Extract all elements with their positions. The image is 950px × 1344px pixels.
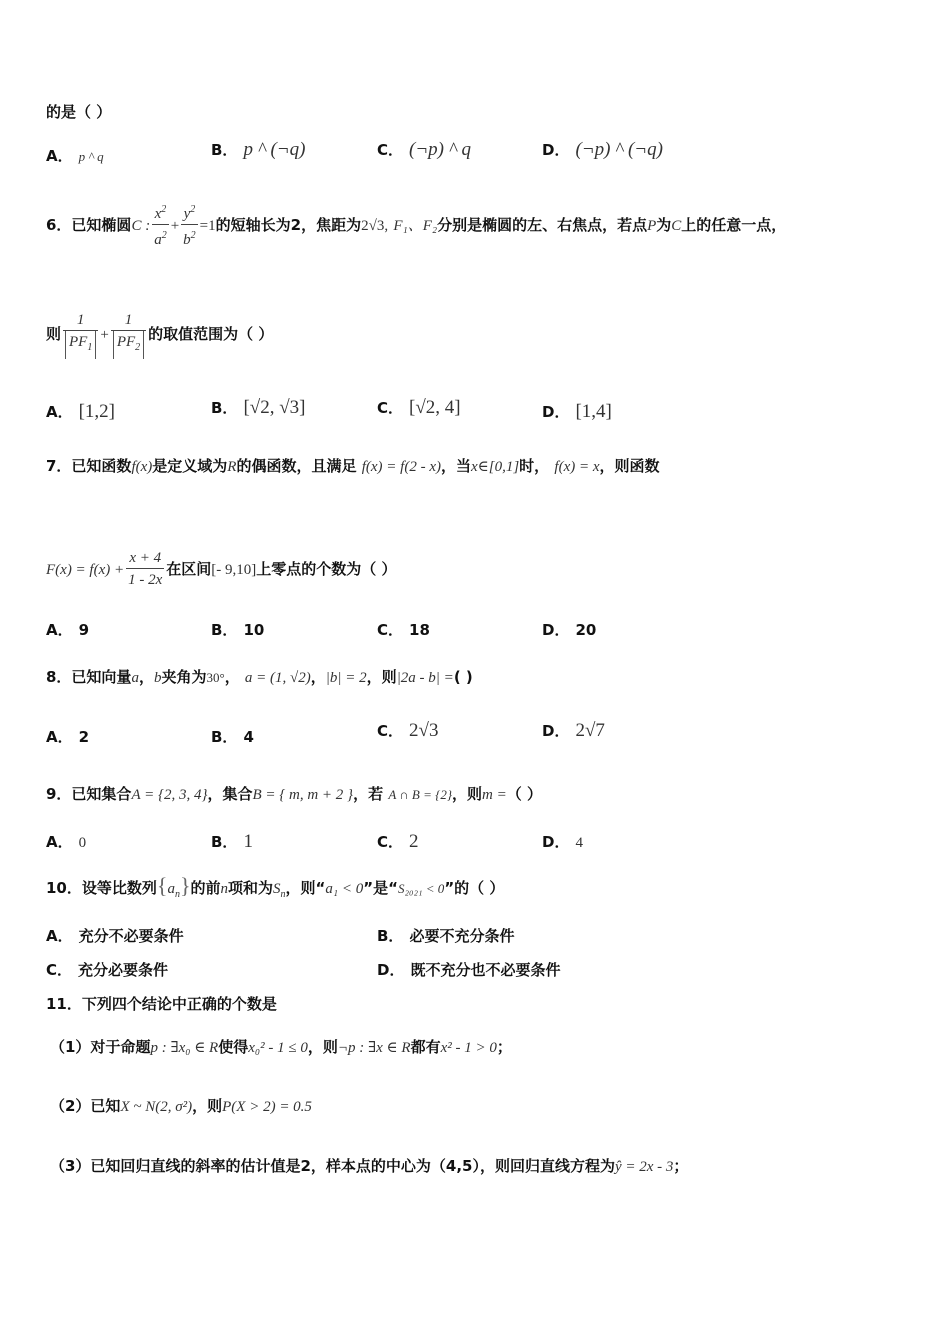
q6-stem: 6．已知椭圆C : $\frac{x^2}{a^2}$ + $\frac{y^2}{b^2}$ =1的短轴长为2，焦距为2√3, F₁、F₂分别是椭圆的左、右焦点，若点P为C上的任意一点， bbox=[46, 200, 786, 251]
set-b: B = { m, m + 2 } bbox=[252, 787, 354, 803]
set-a: A = {2, 3, 4} bbox=[131, 787, 208, 803]
q9-stem: 9．已知集合A = {2, 3, 4}，集合B = { m, m + 2 }，若 A ∩ B = {2}，则m =（ ） bbox=[46, 785, 542, 803]
ellipse-frac-y: $\frac{y^2}{b^2}$ bbox=[181, 200, 198, 251]
q10-option-d[interactable]: D． 既不充分也不必要条件 bbox=[377, 961, 561, 979]
q5-option-b[interactable]: B． p ^ (¬q) bbox=[211, 139, 306, 160]
q8-stem: 8．已知向量a，b夹角为30°， a = (1, √2)，|b| = 2，则|2a - b| =( ) bbox=[46, 668, 473, 686]
vector-a: a = (1, √2) bbox=[244, 670, 311, 686]
q10-option-a[interactable]: A． 充分不必要条件 bbox=[46, 927, 184, 945]
recip-pf2: $\frac{1}{PF_2}$ bbox=[111, 310, 146, 359]
q7-option-b[interactable]: B． 10 bbox=[211, 621, 265, 639]
q11-statement-1: （1）对于命题p : ∃x₀ ∈ R使得x₀² - 1 ≤ 0，则¬p : ∃x ∈ R都有x² - 1 > 0； bbox=[50, 1038, 512, 1056]
q6-range-line: 则 $\frac{1}{PF_1}$ + $\frac{1}{PF_2}$ 的取值范围为（ ） bbox=[46, 310, 273, 359]
q9-option-c[interactable]: C． 2 bbox=[377, 831, 419, 852]
ellipse-name: C : bbox=[131, 218, 151, 234]
q11-statement-3: （3）已知回归直线的斜率的估计值是2，样本点的中心为（4,5），则回归直线方程为ŷ = 2x - 3； bbox=[50, 1157, 689, 1175]
q9-option-d[interactable]: D． 4 bbox=[542, 833, 583, 851]
sequence: a bbox=[167, 881, 175, 897]
q7-option-d[interactable]: D． 20 bbox=[542, 621, 597, 639]
q5-tail bbox=[46, 102, 111, 122]
q5-tail-text: 的是（ ） bbox=[46, 103, 112, 121]
ellipse-frac-x: $\frac{x^2}{a^2}$ bbox=[152, 200, 169, 251]
q7-option-a[interactable]: A． 9 bbox=[46, 621, 90, 639]
q10-stem: 10．设等比数列$\{a_n\}$的前n项和为$S_n$，则“a₁ < 0”是“S₂₀₂₁ < 0”的（ ） bbox=[46, 873, 505, 900]
q7-function-line: F(x) = f(x) + $\frac{x + 4}{1 - 2x}$ 在区间[- 9,10]上零点的个数为（ ） bbox=[46, 548, 397, 591]
q7-option-c[interactable]: C． 18 bbox=[377, 621, 430, 639]
F-definition: F(x) = f(x) + bbox=[46, 562, 125, 578]
condition-s2021: S₂₀₂₁ < 0 bbox=[397, 881, 445, 896]
recip-pf1: $\frac{1}{PF_1}$ bbox=[63, 310, 98, 359]
norm-b: |b| = 2 bbox=[325, 670, 367, 686]
q8-option-a[interactable]: A． 2 bbox=[46, 728, 90, 746]
q6-option-d[interactable]: D． [1,4] bbox=[542, 401, 612, 422]
focal-length: 2√3, bbox=[361, 218, 389, 234]
q11-stem: 11．下列四个结论中正确的个数是 bbox=[46, 995, 277, 1013]
q8-option-d[interactable]: D． 2√7 bbox=[542, 720, 605, 741]
q5-option-a[interactable]: A． p ^ q bbox=[46, 147, 104, 165]
q11-statement-2: （2）已知X ~ N(2, σ²)，则P(X > 2) = 0.5 bbox=[50, 1097, 312, 1115]
F-fraction: $\frac{x + 4}{1 - 2x}$ bbox=[128, 550, 163, 588]
q9-option-b[interactable]: B． 1 bbox=[211, 831, 253, 852]
foci: F₁、F₂ bbox=[393, 218, 438, 234]
q5-option-d[interactable]: D． (¬p) ^ (¬q) bbox=[542, 139, 663, 160]
q10-option-c[interactable]: C． 充分必要条件 bbox=[46, 961, 169, 979]
symmetry-condition: f(x) = f(2 - x) bbox=[361, 459, 441, 475]
q5-option-c[interactable]: C． (¬p) ^ q bbox=[377, 139, 472, 160]
q9-option-a[interactable]: A． 0 bbox=[46, 833, 87, 851]
condition-a1: a₁ < 0 bbox=[325, 881, 364, 897]
q6-option-c[interactable]: C． [√2, 4] bbox=[377, 397, 461, 418]
q8-option-b[interactable]: B． 4 bbox=[211, 728, 254, 746]
q10-option-b[interactable]: B． 必要不充分条件 bbox=[377, 927, 515, 945]
q6-option-a[interactable]: A． [1,2] bbox=[46, 401, 116, 422]
q6-option-b[interactable]: B． [√2, √3] bbox=[211, 397, 306, 418]
intersection: A ∩ B = {2} bbox=[388, 787, 453, 802]
q8-option-c[interactable]: C． 2√3 bbox=[377, 720, 439, 741]
q7-stem: 7．已知函数f(x)是定义域为R的偶函数，且满足 f(x) = f(2 - x)，当x∈[0,1]时， f(x) = x，则函数 bbox=[46, 457, 660, 475]
